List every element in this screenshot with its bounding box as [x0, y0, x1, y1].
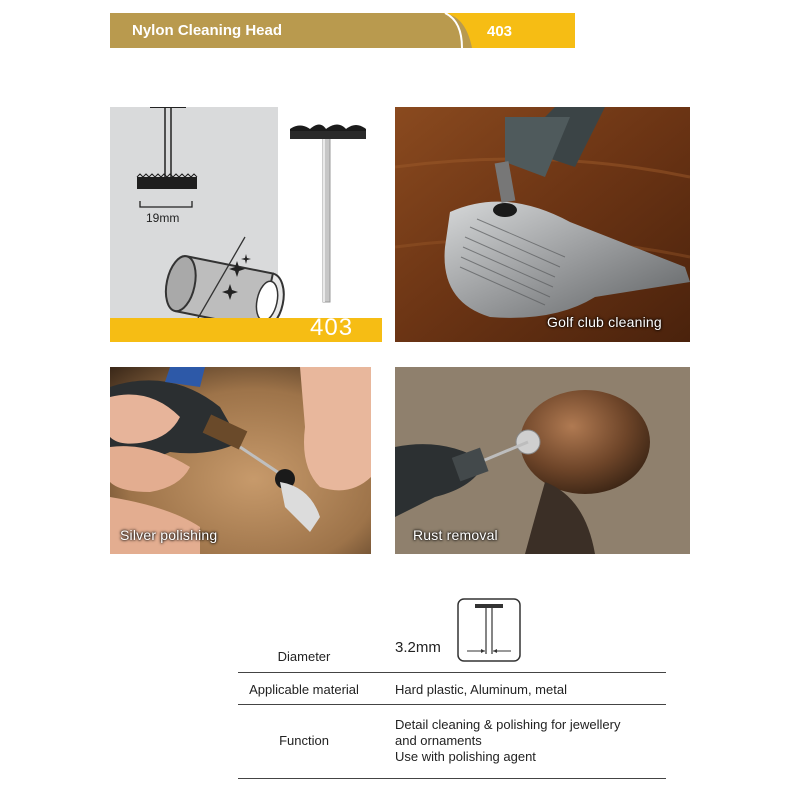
caption-silver-polishing: Silver polishing — [120, 527, 218, 543]
photo-golf-club-cleaning — [395, 107, 690, 342]
silver-polishing-image — [110, 367, 371, 554]
diameter-dimension-label: 19mm — [146, 211, 180, 225]
spec-divider — [238, 704, 666, 705]
spec-label-material: Applicable material — [249, 682, 359, 697]
golf-club-image — [395, 107, 690, 342]
spec-value-material: Hard plastic, Aluminum, metal — [395, 682, 567, 697]
shank-diameter-value: 3.2mm — [395, 639, 441, 656]
header-bar — [110, 13, 575, 48]
photo-silver-polishing — [110, 367, 371, 554]
caption-rust-removal: Rust removal — [413, 527, 498, 543]
spec-divider — [238, 778, 666, 779]
spec-value-function-line-2: and ornaments — [395, 733, 482, 748]
spec-label-function: Function — [279, 733, 329, 748]
product-diagram-panel — [110, 107, 382, 342]
caption-golf-club: Golf club cleaning — [547, 314, 662, 330]
spec-label-diameter: Diameter — [277, 649, 331, 664]
shank-diameter-icon — [457, 598, 521, 662]
spec-divider — [238, 672, 666, 673]
product-code: 403 — [486, 23, 513, 40]
product-title: Nylon Cleaning Head — [132, 22, 283, 39]
spec-value-function-line-1: Detail cleaning & polishing for jewellery — [395, 717, 621, 732]
spec-value-function-line-3: Use with polishing agent — [395, 749, 536, 764]
code-badge: 403 — [310, 314, 354, 341]
rust-removal-image — [395, 367, 690, 554]
photo-rust-removal — [395, 367, 690, 554]
